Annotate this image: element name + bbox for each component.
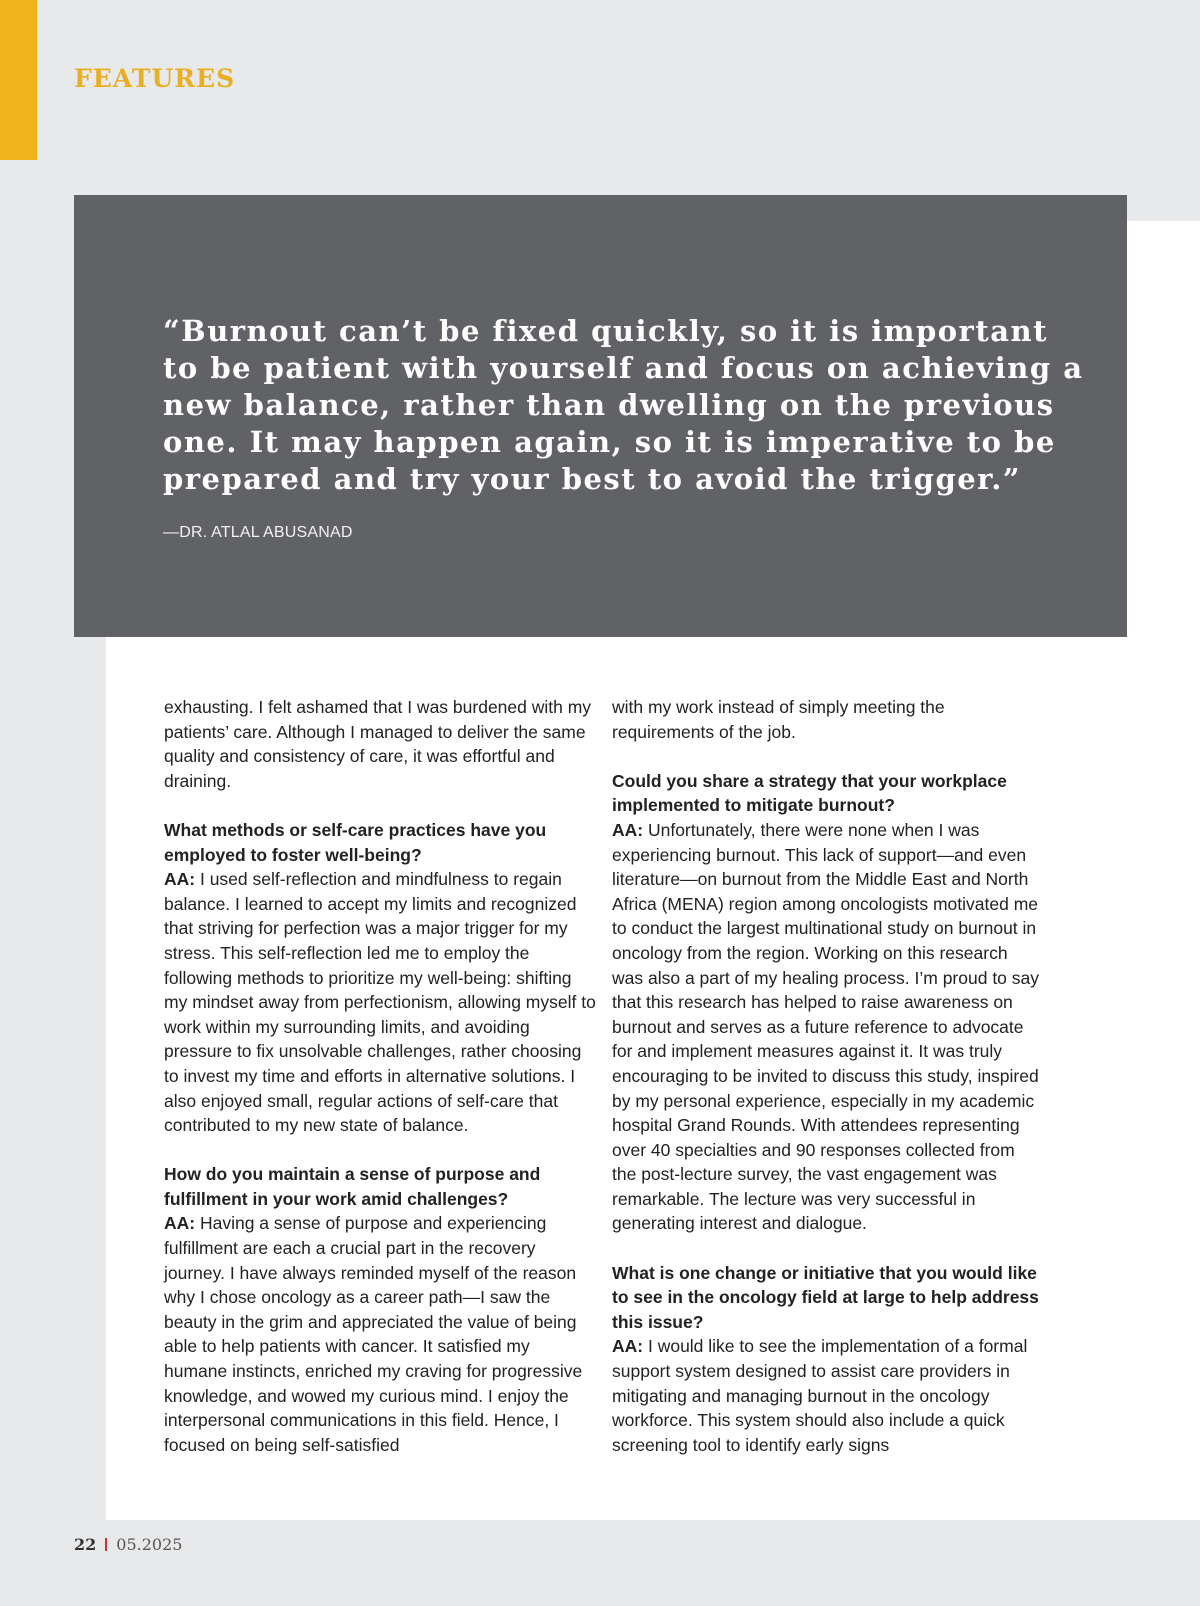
interview-answer (164, 867, 596, 1138)
pull-quote-attribution: —DR. ATLAL ABUSANAD (163, 524, 353, 541)
interview-answer (612, 818, 1042, 1236)
answer-text: Having a sense of purpose and experiencing fulfillment are each a crucial part in the recovery journey. I have always reminded myself of the reason why I chose oncology as a career path—I saw the beauty in the grim and appreciated the value of being able to help patients with cancer. It satisfied my humane instincts, enriched my craving for progressive knowledge, and wowed my curious mind. I enjoy the interpersonal communications in this field. Hence, I focused on being self-satisfied (164, 1213, 583, 1455)
interview-question: What methods or self-care practices have you employed to foster well-being? (164, 819, 547, 865)
accent-bar (0, 0, 37, 160)
page-number: 22 (74, 1535, 97, 1554)
interview-question: How do you maintain a sense of purpose and fulfillment in your work amid challenges? (164, 1164, 541, 1209)
pull-quote-box (74, 195, 1127, 637)
answer-label: AA: (612, 1336, 644, 1357)
page-footer (74, 1535, 182, 1555)
issue-date: 05.2025 (116, 1535, 183, 1554)
interview-answer (164, 1211, 596, 1457)
paragraph: exhausting. I felt ashamed that I was burdened with my patients’ care. Although I managed to deliver the same quality and consistency of care, it was effortful and draining. (164, 697, 592, 791)
answer-label: AA: (164, 869, 196, 890)
article-column-right (612, 695, 1042, 1457)
interview-answer (612, 1334, 1042, 1457)
answer-text: I would like to see the implementation of a formal support system designed to assist care providers in mitigating and managing burnout in the oncology workforce. This system should also include a quick screening tool to identify early signs (612, 1336, 1028, 1455)
interview-question: Could you share a strategy that your workplace implemented to mitigate burnout? (612, 770, 1007, 816)
interview-question: What is one change or initiative that you would like to see in the oncology field at large to help address this issue? (612, 1262, 1039, 1332)
answer-text: Unfortunately, there were none when I was experiencing burnout. This lack of support—and even literature—on burnout from the Middle East and North Africa (MENA) region among oncologists motivated me to conduct the largest multinational study on burnout in oncology from the region. Working on this research was also a part of my healing process. I’m proud to say that this research has helped to raise awareness on burnout and serves as a future reference to advocate for and implement measures against it. It was truly encouraging to be invited to discuss this study, inspired by my personal experience, especially in my academic hospital Grand Rounds. With attendees representing over 40 specialties and 90 responses collected from the post-lecture survey, the vast engagement was remarkable. The lecture was very successful in generating interest and dialogue. (612, 819, 1040, 1234)
paragraph: with my work instead of simply meeting the requirements of the job. (612, 697, 945, 742)
footer-divider (105, 1538, 107, 1551)
answer-label: AA: (612, 819, 644, 840)
article-column-left (164, 695, 596, 1457)
section-label: FEATURES (74, 64, 236, 93)
answer-text: I used self-reflection and mindfulness to regain balance. I learned to accept my limits and recognized that striving for perfection was a major trigger for my stress. This self-reflection led me to employ the following methods to prioritize my well-being: shifting my mindset away from perfectionism, allowing myself to work within my surrounding limits, and avoiding pressure to fix unsolvable challenges, rather choosing to invest my time and efforts in alternative solutions. I also enjoyed small, regular actions of self-care that contributed to my new state of balance. (164, 869, 596, 1136)
answer-label: AA: (164, 1213, 196, 1234)
pull-quote-text: “Burnout can’t be fixed quickly, so it is important to be patient with yourself and focus on achieving a new balance, rather than dwelling on the previous one. It may happen again, so it is imperative to be prepared and try your best to avoid the trigger.” (163, 314, 1084, 496)
